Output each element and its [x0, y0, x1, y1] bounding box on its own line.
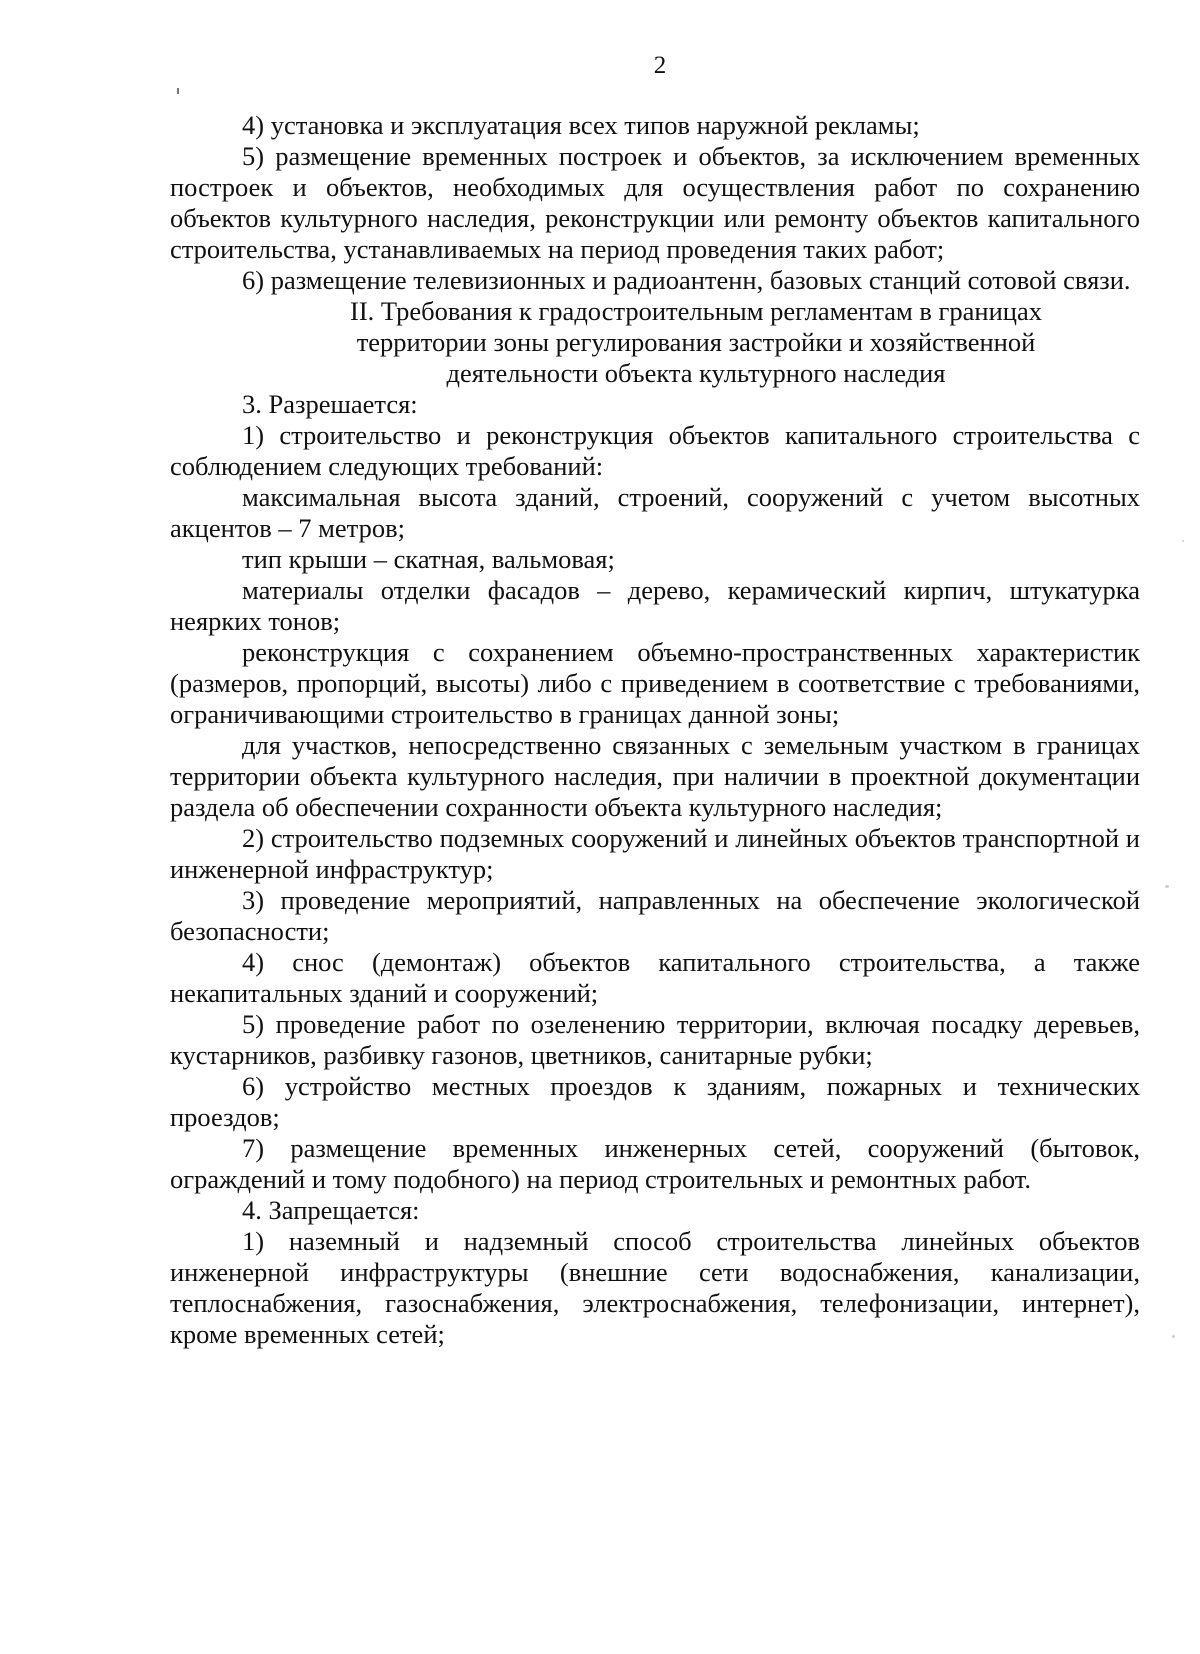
- paragraph: 6) устройство местных проездов к зданиям, пожарных и технических проездов;: [170, 1071, 1140, 1132]
- section-heading-line: территории зоны регулирования застройки и хозяйственной: [356, 327, 1036, 357]
- section-heading: [170, 296, 1140, 389]
- paragraph: тип крыши – скатная, вальмовая;: [242, 544, 615, 574]
- paragraph: максимальная высота зданий, строений, сооружений с учетом высотных акцентов – 7 метров;: [170, 482, 1140, 543]
- paragraph: 4) установка и эксплуатация всех типов наружной рекламы;: [242, 110, 920, 140]
- paragraph: 6) размещение телевизионных и радиоантенн, базовых станций сотовой связи.: [242, 265, 1131, 295]
- paragraph: реконструкция с сохранением объемно-пространственных характеристик (размеров, пропорций, высоты) либо с приведением в соответствие с требованиями, ограничивающими строительство в границах данной зоны;: [170, 637, 1140, 729]
- paragraph: 5) размещение временных построек и объектов, за исключением временных построек и объектов, необходимых для осуществления работ по сохранению объектов культурного наследия, реконструкции или ремонту объектов капитального строительства, устанавливаемых на период проведения таких работ;: [170, 141, 1140, 264]
- scan-mark: [177, 88, 179, 94]
- paragraph: 7) размещение временных инженерных сетей, сооружений (бытовок, ограждений и тому подобного) на период строительных и ремонтных работ.: [170, 1133, 1140, 1194]
- paragraph: 2) строительство подземных сооружений и линейных объектов транспортной и инженерной инфраструктур;: [170, 823, 1140, 884]
- scan-speck: [1182, 540, 1184, 542]
- section-heading-line: деятельности объекта культурного наследия: [446, 358, 946, 388]
- paragraph: 3) проведение мероприятий, направленных на обеспечение экологической безопасности;: [170, 885, 1140, 946]
- paragraph: 4) снос (демонтаж) объектов капитального строительства, а также некапитальных зданий и сооружений;: [170, 947, 1140, 1008]
- scan-speck: [1165, 885, 1169, 888]
- document-body: [170, 110, 1140, 1350]
- paragraph: для участков, непосредственно связанных с земельным участком в границах территории объекта культурного наследия, при наличии в проектной документации раздела об обеспечении сохранности объекта культурного наследия;: [170, 730, 1140, 822]
- paragraph: 5) проведение работ по озеленению территории, включая посадку деревьев, кустарников, разбивку газонов, цветников, санитарные рубки;: [170, 1009, 1140, 1070]
- paragraph: 3. Разрешается:: [242, 389, 418, 419]
- paragraph: 1) строительство и реконструкция объектов капитального строительства с соблюдением следующих требований:: [170, 420, 1140, 481]
- paragraph: 4. Запрещается:: [242, 1195, 420, 1225]
- scan-speck: [1172, 1335, 1175, 1338]
- paragraph: материалы отделки фасадов – дерево, керамический кирпич, штукатурка неярких тонов;: [170, 575, 1140, 636]
- paragraph: 1) наземный и надземный способ строительства линейных объектов инженерной инфраструктуры (внешние сети водоснабжения, канализации, теплоснабжения, газоснабжения, электроснабжения, телефонизации, интернет), кроме временных сетей;: [170, 1226, 1140, 1349]
- page-number: 2: [653, 52, 667, 79]
- section-heading-line: II. Требования к градостроительным регламентам в границах: [350, 296, 1042, 326]
